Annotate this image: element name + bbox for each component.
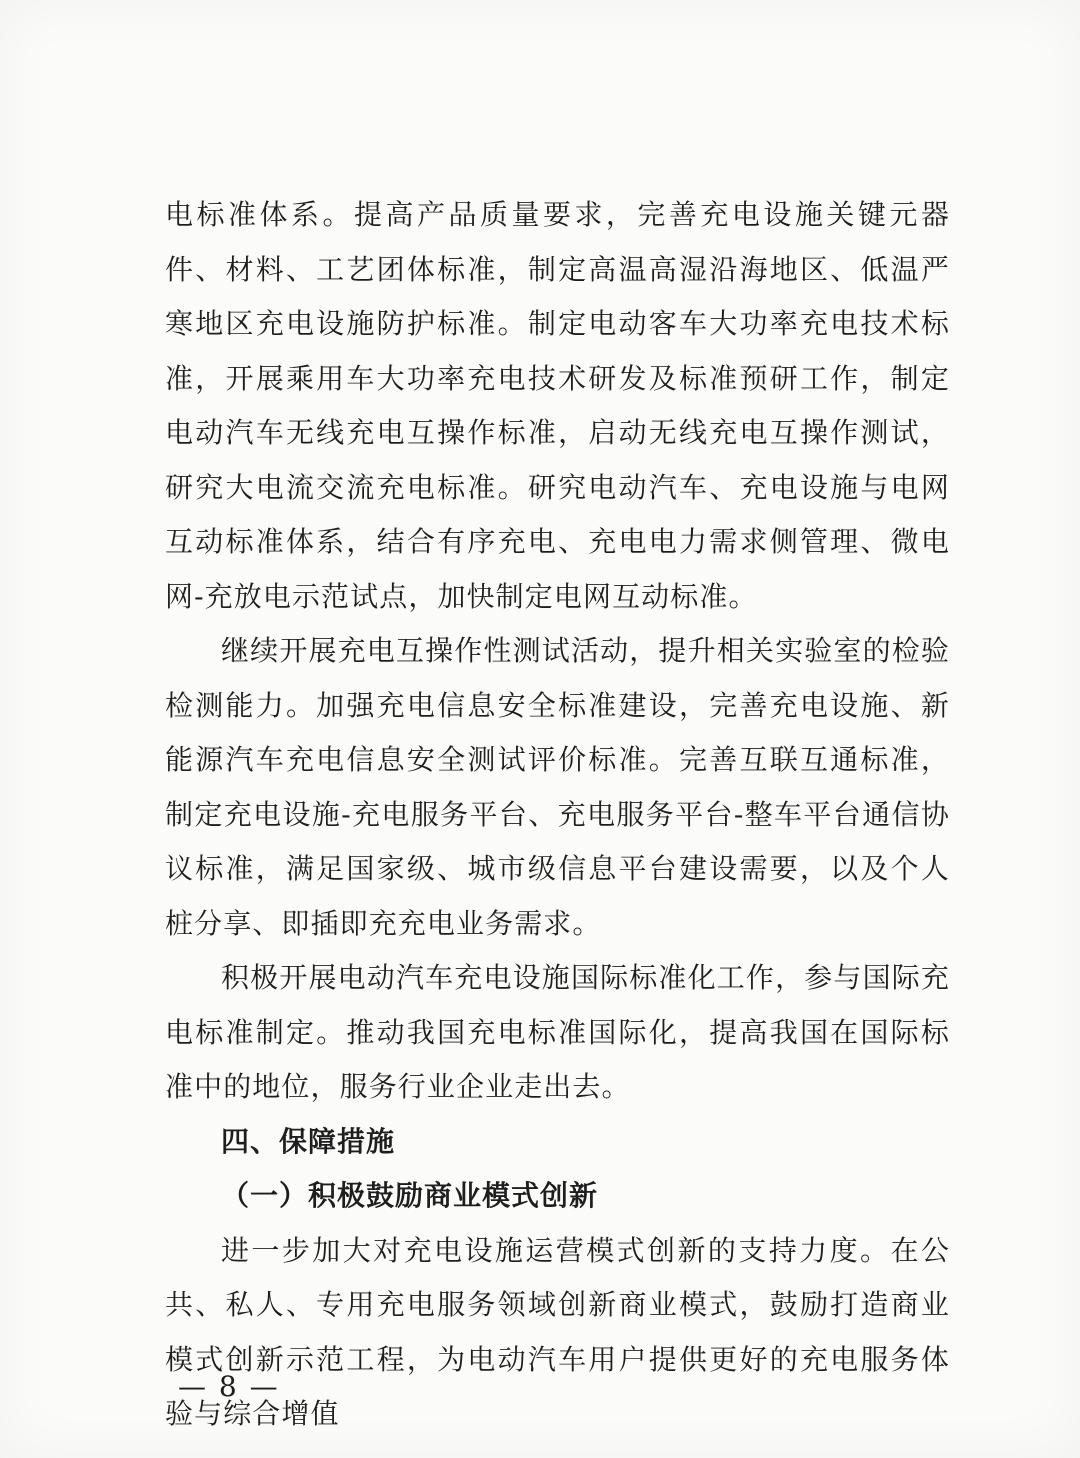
page-number: — 8 — [178,1370,280,1403]
paragraph-business-model: 进一步加大对充电设施运营模式创新的支持力度。在公共、私人、专用充电服务领域创新商业模式，鼓励打造商业模式创新示范工程，为电动汽车用户提供更好的充电服务体验与综合增值 [165,1233,950,1430]
document-body [165,188,950,1442]
subsection-heading: （一）积极鼓励商业模式创新 [221,1179,599,1212]
paragraph-international-standards: 积极开展电动汽车充电设施国际标准化工作，参与国际充电标准制定。推动我国充电标准国际化，提高我国在国际标准中的地位，服务行业企业走出去。 [165,961,950,1103]
paragraph-interoperability-testing: 继续开展充电互操作性测试活动，提升相关实验室的检验检测能力。加强充电信息安全标准建设，完善充电设施、新能源汽车充电信息安全测试评价标准。完善互联互通标准，制定充电设施-充电服务平台、充电服务平台-整车平台通信协议标准，满足国家级、城市级信息平台建设需要，以及个人桩分享、即插即充充电业务需求。 [165,634,950,940]
paragraph-standards-system: 电标准体系。提高产品质量要求，完善充电设施关键元器件、材料、工艺团体标准，制定高温高湿沿海地区、低温严寒地区充电设施防护标准。制定电动客车大功率充电技术标准，开展乘用车大功率充电技术研发及标准预研工作，制定电动汽车无线充电互操作标准，启动无线充电互操作测试，研究大电流交流充电标准。研究电动汽车、充电设施与电网互动标准体系，结合有序充电、充电电力需求侧管理、微电网-充放电示范试点，加快制定电网互动标准。 [165,198,950,613]
section-heading: 四、保障措施 [221,1124,396,1158]
